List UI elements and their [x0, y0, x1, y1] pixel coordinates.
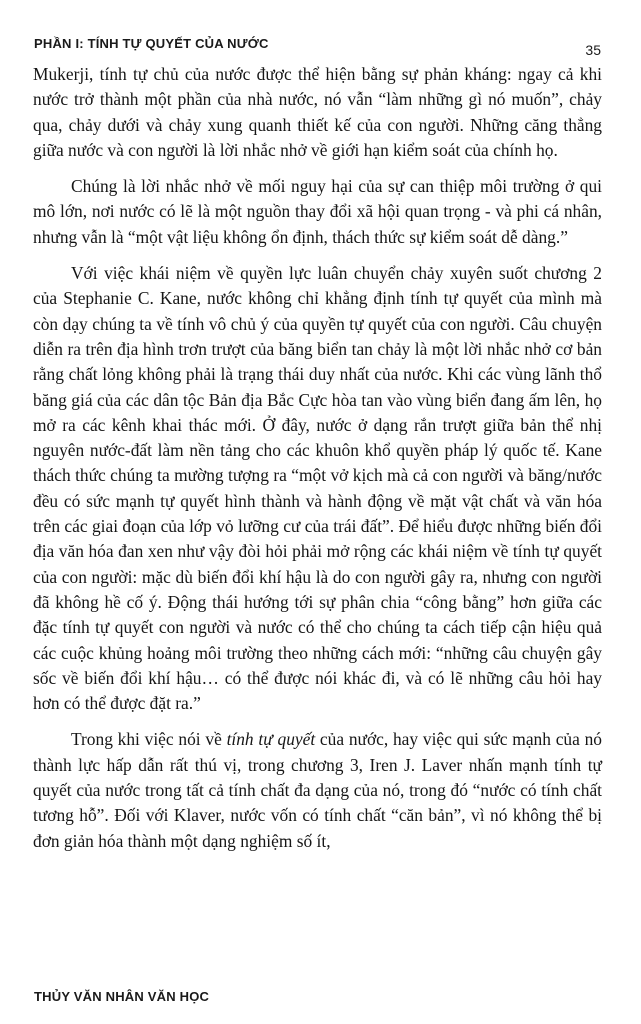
running-header: PHẦN I: TÍNH TỰ QUYẾT CỦA NƯỚC — [34, 36, 269, 51]
paragraph-4-lead: Trong khi việc nói về — [71, 729, 227, 750]
paragraph-4 — [33, 727, 602, 853]
paragraph-1: Mukerji, tính tự chủ của nước được thể hiện bằng sự phản kháng: ngay cả khi nước trở thành một phần của nhà nước, nó vẫn “làm những gì nó muốn”, chảy qua, chảy dưới và chảy xung quanh thiết kế của con người. Những căng thẳng giữa nước và con người là lời nhắc nhở về giới hạn kiểm soát của chính họ. — [33, 64, 602, 160]
page-number: 35 — [585, 42, 601, 58]
paragraph-4-emphasis: tính tự quyết — [226, 729, 316, 750]
paragraph-2: Chúng là lời nhắc nhở về mối nguy hại của sự can thiệp môi trường ở qui mô lớn, nơi nước có lẽ là một nguồn thay đổi xã hội quan trọng - và phi cá nhân, nhưng vẫn là “một vật liệu không ổn định, thách thức sự kiểm soát dễ dàng.” — [33, 176, 602, 247]
running-footer: THỦY VĂN NHÂN VĂN HỌC — [34, 989, 210, 1004]
paragraph-4-rest: của nước, hay việc qui sức mạnh của nó thành lực hấp dẫn rất thú vị, trong chương 3, Iren J. Laver nhấn mạnh tính tự quyết của nước trong tất cả tính chất đa dạng của nó, trong đó “nước có tính chất tương hỗ”. Đối với Klaver, nước vốn có tính chất “căn bản”, vì nó không thể bị đơn giản hóa thành một dạng nghiệm số ít, — [33, 729, 602, 851]
paragraph-3: Với việc khái niệm về quyền lực luân chuyển chảy xuyên suốt chương 2 của Stephanie C. Kane, nước không chỉ khẳng định tính tự quyết của mình mà còn dạy chúng ta về tính vô chủ ý của quyền tự quyết của con người. Câu chuyện diễn ra trên địa hình trơn trượt của băng biển tan chảy là một lời nhắc nhở cơ bản rằng chất lỏng không phải là trạng thái duy nhất của nước. Khi các vùng lãnh thổ băng giá của các dân tộc Bản địa Bắc Cực hòa tan vào vùng biển đang ấm lên, họ mở ra các kênh khai thác mới. Ở đây, nước ở dạng rắn trượt giữa bản thể nhị nguyên nước-đất làm nền tảng cho các khuôn khổ quyền pháp lý quốc tế. Kane thách thức chúng ta mường tượng ra “một vở kịch mà cả con người và băng/nước đều có sức mạnh tự quyết hình thành và hành động về mặt vật chất và văn hóa trên các giai đoạn của lớp vỏ lưỡng cư của trái đất”. Để hiểu được những biến đổi địa văn hóa đan xen như vậy đòi hỏi phải mở rộng các khái niệm về tính tự quyết của con người: mặc dù biến đổi khí hậu là do con người gây ra, nhưng con người đã không hề cố ý. Động thái hướng tới sự phân chia “công bằng” hơn giữa các đặc tính tự quyết con người và nước có thể cho chúng ta cách tiếp cận hiệu quả các cuộc khủng hoảng môi trường theo những cách mới: “những câu chuyện gây sốc về biến đổi khí hậu… có thể được nói khác đi, và có lẽ những câu hỏi hay hơn có thể được đặt ra.” — [33, 263, 602, 714]
body-text — [33, 62, 602, 865]
